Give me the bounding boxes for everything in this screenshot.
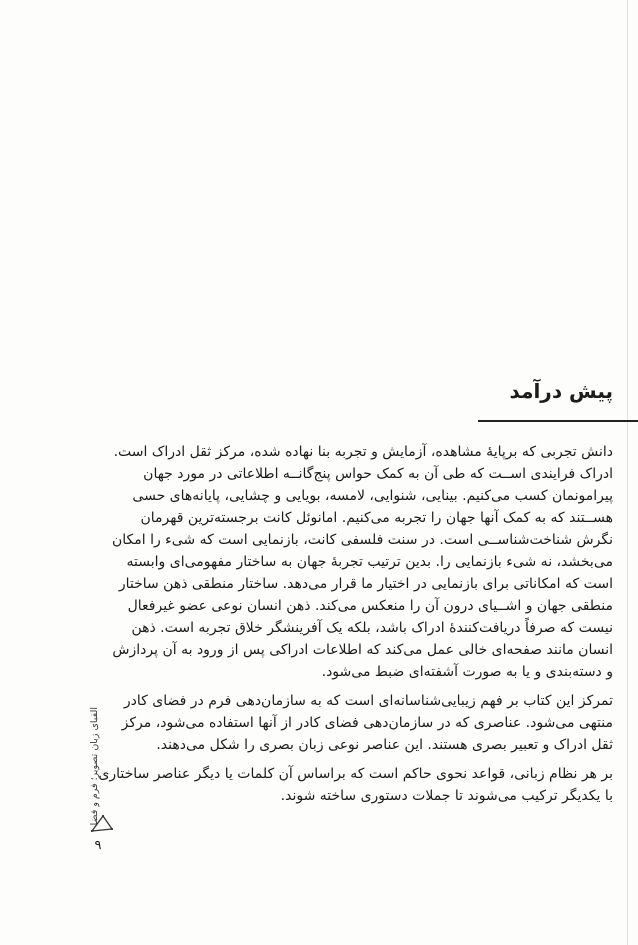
- paragraph-2: [121, 690, 613, 756]
- text-line: نگرش شناخت‌شناســی است. در سنت فلسفی کانت، بازنمایی است که شیء را امکان: [111, 532, 613, 548]
- title-rule: [478, 420, 638, 422]
- text-line: دانش تجربی که برپایهٔ مشاهده، آزمایش و تجربه بنا نهاده شده، مرکز ثقل ادراک است.: [113, 444, 613, 460]
- text-line: می‌بخشد، نه شیء بازنمایی را. بدین ترتیب تجربهٔ جهان به ساختار مفهومی‌ای وابسته: [126, 554, 613, 570]
- page-edge-line: [627, 0, 628, 945]
- text-line: منتهی می‌شود. عناصری که در سازمان‌دهی فضای کادر از آنها استفاده می‌شود، مرکز: [121, 715, 613, 731]
- running-book-title-vertical: الفبای زبان تصویر؛ فرم و فضا: [89, 707, 100, 826]
- chapter-title: پیش درآمد: [509, 379, 613, 403]
- text-line: منطقی جهان و اشــیای درون آن را منعکس می‌کند. ذهن انسان نوعی عضو غیرفعال: [127, 598, 613, 614]
- paragraph-1: [111, 441, 613, 683]
- paragraph-3: [98, 763, 613, 807]
- text-line: ادراک فرایندی اســت که طی آن به کمک حواس پنج‌گانــه اطلاعاتی در مورد جهان: [143, 466, 613, 482]
- text-line: و دسته‌بندی و یا به صورت آشفته‌ای ضبط می‌شود.: [321, 664, 613, 680]
- text-line: پیرامونمان کسب می‌کنیم. بینایی، شنوایی، لامسه، بویایی و چشایی، پایانه‌های حسی: [132, 488, 613, 504]
- text-line: نیست که صرفاً دریافت‌کنندهٔ ادراک باشد، بلکه یک آفرینشگر خلاق تجربه است. ذهن: [131, 620, 613, 636]
- text-line: بر هر نظام زبانی، قواعد نحوی حاکم است که براساس آن کلمات یا دیگر عناصر ساختاری: [98, 766, 613, 782]
- page-number: ۹: [94, 838, 102, 853]
- text-line: ثقل ادراک و تعبیر بصری هستند. این عناصر نوعی زبان بصری را شکل می‌دهند.: [156, 737, 613, 753]
- body-text: [98, 441, 613, 807]
- text-line: انسان مانند صفحه‌ای خالی عمل می‌کند که اطلاعات ادراکی پس از ورود به آن پردازش: [112, 642, 613, 658]
- text-line: تمرکز این کتاب بر فهم زیبایی‌شناسانه‌ای است که به سازمان‌دهی فرم در فضای کادر: [123, 693, 613, 709]
- triangle-ornament-icon: [90, 814, 114, 834]
- text-line: هســتند که به کمک آنها جهان را تجربه می‌کنیم. امانوئل کانت برجسته‌ترین قهرمان: [140, 510, 613, 526]
- text-line: است که امکاناتی برای بازنمایی در اختیار ما قرار می‌دهد. ساختار منطقی ذهن ساختار: [118, 576, 613, 592]
- text-line: با یکدیگر ترکیب می‌شوند تا جملات دستوری ساخته شوند.: [280, 788, 613, 804]
